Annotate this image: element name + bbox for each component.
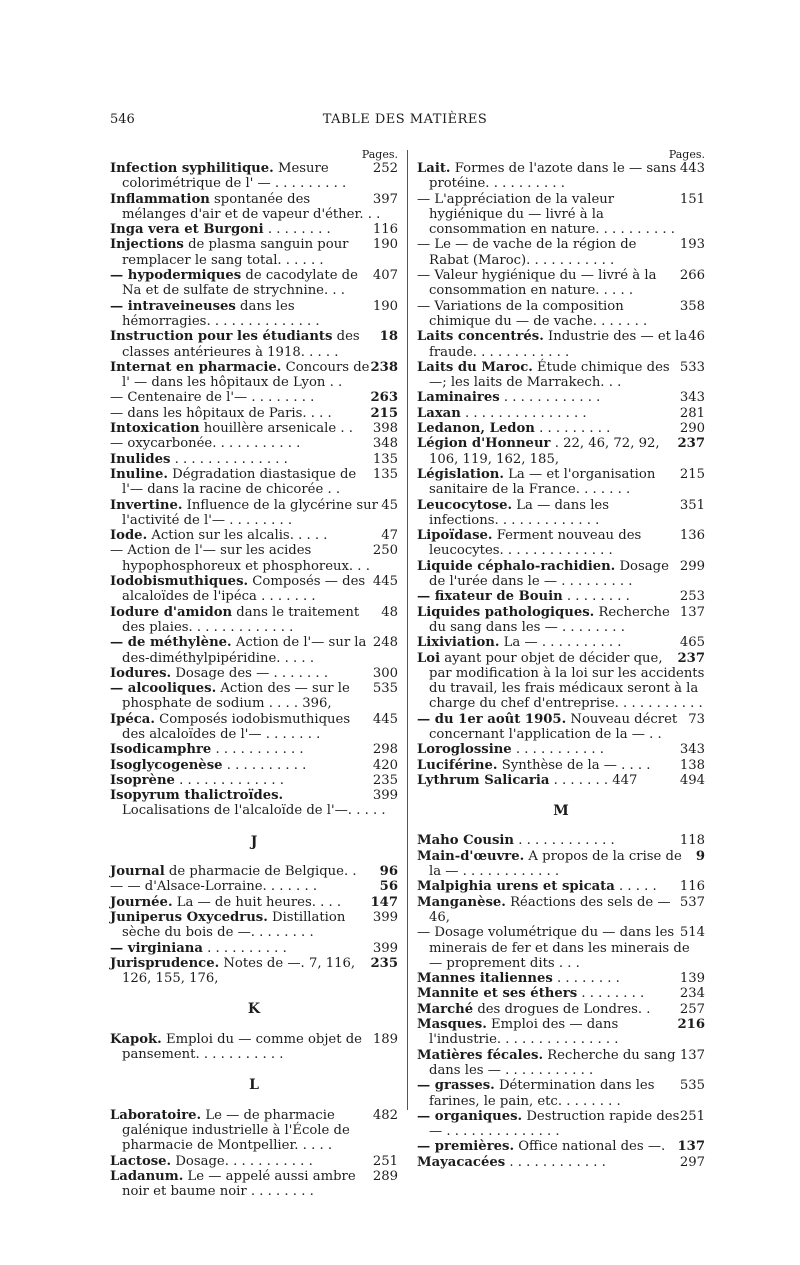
entry-text: Dosage des — . . . . . . . <box>175 665 329 681</box>
entry-text: Dosage. . . . . . . . . . . <box>175 1153 313 1169</box>
entry-pages: 252 <box>372 161 398 176</box>
entry-text: . . . . . <box>619 879 657 895</box>
entry-pages: 116 <box>679 879 705 895</box>
entry-pages: 237 <box>677 650 705 666</box>
index-entry <box>110 237 398 268</box>
entry-pages: 514 <box>679 925 705 941</box>
entry-pages: 281 <box>679 405 705 421</box>
entry-heading: — hypodermiques <box>110 268 242 284</box>
index-entry <box>110 712 398 743</box>
entry-text: Influence de la glycérine sur l'activité de l'— . . . . . . . . <box>122 497 378 528</box>
index-entry <box>110 773 398 788</box>
entry-text: Dosage de l'urée dans le — . . . . . . . . . <box>429 558 669 590</box>
entry-text: — Centenaire de l'— . . . . . . . . <box>110 390 315 406</box>
entry-pages: 96 <box>379 864 398 880</box>
entry-heading: Invertine. <box>110 497 183 513</box>
entry-heading: — alcooliques. <box>110 681 217 697</box>
index-entry <box>110 605 398 636</box>
index-entry <box>110 467 398 498</box>
entry-text: . 22, 46, 72, 92, 106, 119, 162, 185, <box>429 436 660 467</box>
index-entry <box>110 956 398 987</box>
entry-heading: Maho Cousin <box>417 833 515 849</box>
index-entry <box>110 788 398 819</box>
entry-pages: 46 <box>688 329 705 345</box>
entry-heading: Inulides <box>110 451 171 467</box>
index-entry <box>110 758 398 773</box>
entry-heading: Mannes italiennes <box>417 971 553 987</box>
index-entry <box>110 1032 398 1063</box>
index-entry <box>417 712 705 743</box>
entry-pages: 147 <box>370 894 398 910</box>
entry-pages: 343 <box>679 390 705 406</box>
index-entry <box>110 879 398 894</box>
entry-pages: 190 <box>372 298 398 314</box>
index-entry <box>110 543 398 574</box>
entry-heading: Laits du Maroc. <box>417 359 533 375</box>
entry-text: Composés — des alcaloïdes de l'ipéca . . . . . . . <box>122 574 366 605</box>
entry-pages: 73 <box>688 711 705 727</box>
entry-text: Recherche du sang dans les — . . . . . . . . . . . <box>429 1047 676 1078</box>
entry-heading: — premières. <box>417 1139 515 1155</box>
index-entry <box>417 1139 705 1154</box>
index-entry <box>417 360 705 391</box>
page-number: 546 <box>110 112 135 127</box>
entry-text: Synthèse de la — . . . . <box>501 757 651 773</box>
entry-pages: 494 <box>679 772 705 788</box>
entry-pages: 445 <box>372 711 398 727</box>
entry-text: — Le — de vache de la région de Rabat (Maroc). . . . . . . . . . . <box>417 237 637 268</box>
entry-text: . . . . . . . . <box>566 589 630 605</box>
entry-pages: 137 <box>677 1139 705 1155</box>
section-letter: K <box>247 1001 261 1018</box>
entry-pages: 399 <box>372 940 398 956</box>
entry-heading: — intraveineuses <box>110 298 236 314</box>
entry-text: Action de l'— sur la des-diméthylpipéridine. . . . . <box>122 635 367 666</box>
entry-heading: Masques. <box>417 1017 487 1033</box>
entry-text: . . . . . . . . <box>581 986 645 1002</box>
index-entry <box>110 299 398 330</box>
index-entry <box>417 268 705 299</box>
entry-pages: 537 <box>679 894 705 910</box>
entry-heading: Main-d'œuvre. <box>417 848 525 864</box>
entry-heading: Juniperus Oxycedrus. <box>110 909 268 925</box>
index-entry <box>110 268 398 299</box>
index-entry <box>417 1017 705 1048</box>
entry-heading: Iodures. <box>110 665 172 681</box>
index-entry <box>417 605 705 636</box>
entry-pages: 297 <box>679 1154 705 1170</box>
entry-text: Emploi du — comme objet de pansement. . . . . . . . . . . <box>122 1031 362 1063</box>
entry-heading: Infection syphilitique. <box>110 161 274 176</box>
entry-pages: 398 <box>372 421 398 437</box>
entry-text: Le — de pharmacie galénique industrielle à l'École de pharmacie de Montpellier. . . . . <box>122 1107 350 1154</box>
entry-pages: 420 <box>372 757 398 773</box>
index-entry <box>110 161 398 192</box>
entry-heading: Isoglycogenèse <box>110 757 223 773</box>
entry-text: . . . . . . . . . . . . . . <box>174 451 288 467</box>
index-entry <box>110 360 398 391</box>
entry-text: spontanée des mélanges d'air et de vapeur d'éther. . . <box>122 191 381 222</box>
index-entry <box>110 910 398 941</box>
index-entry <box>417 1048 705 1079</box>
entry-heading: Liquide céphalo-rachidien. <box>417 558 616 574</box>
entry-text: . . . . . . . . . . . <box>515 742 604 758</box>
entry-pages: 216 <box>677 1017 705 1033</box>
entry-heading: Inflammation <box>110 191 210 207</box>
entry-text: — Action de l'— sur les acides hypophosphoreux et phosphoreux. . . <box>110 543 370 574</box>
entry-pages: 343 <box>679 742 705 758</box>
entry-heading: Légion d'Honneur <box>417 436 551 452</box>
entry-pages: 48 <box>381 604 398 620</box>
entry-pages: 399 <box>372 788 398 804</box>
entry-pages: 535 <box>679 1078 705 1094</box>
entry-text: houillère arsenicale . . <box>203 421 353 437</box>
entry-pages: 289 <box>372 1168 398 1184</box>
index-entry <box>110 390 398 405</box>
entry-heading: Ladanum. <box>110 1168 184 1184</box>
entry-heading: Intoxication <box>110 421 200 437</box>
entry-pages: 235 <box>370 955 398 971</box>
index-entry <box>417 329 705 360</box>
entry-text: de cacodylate de Na et de sulfate de strychnine. . . <box>122 268 358 299</box>
entry-text: de pharmacie de Belgique. . <box>168 864 357 880</box>
entry-pages: 251 <box>372 1153 398 1169</box>
entry-heading: Lythrum Salicaria <box>417 772 550 788</box>
entry-heading: Lactose. <box>110 1153 172 1169</box>
entry-heading: Laits concentrés. <box>417 329 544 345</box>
index-entry <box>417 498 705 529</box>
entry-text: Action des — sur le phosphate de sodium . . . . 396, <box>122 681 350 712</box>
index-entry <box>110 452 398 467</box>
entry-pages: 237 <box>677 436 705 452</box>
entry-text: Nouveau décret concernant l'application de la — . . <box>429 711 678 742</box>
entry-heading: Ledanon, Ledon <box>417 421 535 437</box>
entry-text: Distillation sèche du bois de —. . . . . . . . <box>122 909 346 941</box>
entry-text: A propos de la crise de la — . . . . . . . . . . . . <box>429 848 682 880</box>
index-entry <box>110 635 398 666</box>
entry-text: dans les hémorragies. . . . . . . . . . . . . . <box>122 298 320 329</box>
entry-text: Recherche du sang dans les — . . . . . . . . <box>429 604 670 635</box>
entry-text: Destruction rapide des — . . . . . . . . . . . . . . <box>429 1108 680 1140</box>
entry-pages: 116 <box>372 222 398 238</box>
index-entry <box>110 406 398 421</box>
entry-text: Étude chimique des —; les laits de Marrakech. . . <box>429 359 670 391</box>
entry-heading: Mayacacées <box>417 1154 506 1170</box>
entry-text: Action sur les alcalis. . . . . <box>151 528 328 544</box>
entry-text: . . . . . . . . . . . . <box>518 833 615 849</box>
index-entry <box>417 833 705 848</box>
entry-heading: Iodure d'amidon <box>110 604 233 620</box>
entry-text: . . . . . . . . <box>267 222 331 238</box>
section-letter: M <box>553 803 569 820</box>
index-entry <box>110 681 398 712</box>
index-entry <box>417 1002 705 1017</box>
entry-heading: — organiques. <box>417 1108 523 1124</box>
entry-pages: 533 <box>679 359 705 375</box>
entry-pages: 56 <box>379 879 398 895</box>
section-letter: L <box>249 1077 259 1094</box>
index-entry <box>417 773 705 788</box>
entry-text: de plasma sanguin pour remplacer le sang total. . . . . . <box>122 237 349 268</box>
entry-pages: 193 <box>679 237 705 253</box>
entry-pages: 250 <box>372 543 398 559</box>
entry-heading: Iodobismuthiques. <box>110 574 249 590</box>
index-entry <box>110 329 398 360</box>
pages-label: Pages. <box>361 148 398 161</box>
entry-heading: Isodicamphre <box>110 742 212 758</box>
index-entry <box>417 192 705 238</box>
entry-heading: Laminaires <box>417 390 500 406</box>
entry-pages: 482 <box>372 1107 398 1123</box>
entry-heading: Iode. <box>110 528 148 544</box>
entry-pages: 251 <box>679 1108 705 1124</box>
index-entry <box>110 574 398 605</box>
index-entry <box>110 895 398 910</box>
index-column-left <box>110 147 398 1199</box>
entry-pages: 299 <box>679 558 705 574</box>
entry-pages: 45 <box>381 497 398 513</box>
index-entry <box>417 589 705 604</box>
entry-heading: Malpighia urens et spicata <box>417 879 615 895</box>
entry-heading: Lixiviation. <box>417 635 500 651</box>
entry-text: . . . . . . . . . . . . . . . <box>465 405 587 421</box>
entry-text: . . . . . . . . . . <box>207 940 287 956</box>
index-entry <box>417 1078 705 1109</box>
index-entry <box>417 299 705 330</box>
entry-heading: Loroglossine <box>417 742 512 758</box>
index-entry <box>417 986 705 1001</box>
index-entry <box>110 1154 398 1169</box>
entry-pages: 139 <box>679 971 705 987</box>
entry-text: Détermination dans les farines, le pain, etc. . . . . . . . <box>429 1078 655 1109</box>
entry-heading: Matières fécales. <box>417 1047 544 1063</box>
entry-text: . . . . . . . . . <box>539 421 611 437</box>
entry-heading: Laboratoire. <box>110 1107 202 1123</box>
entry-pages: 266 <box>679 268 705 284</box>
entry-text: — oxycarbonée. . . . . . . . . . . <box>110 436 301 452</box>
entry-pages: 235 <box>372 772 398 788</box>
entry-pages: 136 <box>679 528 705 544</box>
index-entry <box>110 742 398 757</box>
entry-pages: 248 <box>372 635 398 651</box>
entry-pages: 298 <box>372 742 398 758</box>
index-entry <box>417 971 705 986</box>
index-entry <box>110 941 398 956</box>
entry-pages: 135 <box>372 451 398 467</box>
entry-pages: 253 <box>679 589 705 605</box>
entry-pages: 407 <box>372 268 398 284</box>
entry-text: ayant pour objet de décider que, par modification à la loi sur les accidents du travail, les frais médicaux seront à la charge du chef d'entreprise. . . . . . . . . . . <box>429 650 705 712</box>
entry-text: des classes antérieures à 1918. . . . . <box>122 329 360 360</box>
index-entry <box>110 222 398 237</box>
index-entry <box>417 436 705 467</box>
entry-pages: 257 <box>679 1001 705 1017</box>
entry-text: Le — appelé aussi ambre noir et baume noir . . . . . . . . <box>122 1168 356 1200</box>
index-entry <box>417 467 705 498</box>
entry-text: . . . . . . . 447 <box>553 772 638 788</box>
entry-pages: 47 <box>381 528 398 544</box>
entry-pages: 189 <box>372 1031 398 1047</box>
entry-text: La — de huit heures. . . . <box>176 894 342 910</box>
entry-pages: 465 <box>679 635 705 651</box>
index-entry <box>417 390 705 405</box>
index-entry <box>110 192 398 223</box>
entry-text: La — et l'organisation sanitaire de la France. . . . . . . <box>429 466 656 498</box>
entry-text: — Dosage volumétrique du — dans les minerais de fer et dans les minerais de — proprement dits . . . <box>417 925 690 971</box>
entry-text: Réactions des sels de — 46, <box>429 894 671 925</box>
page-header <box>110 112 700 132</box>
entry-text: Mesure colorimétrique de l' — . . . . . . . . . <box>122 161 347 192</box>
index-entry <box>417 895 705 926</box>
entry-heading: Manganèse. <box>417 894 506 910</box>
entry-text: Ferment nouveau des leucocytes. . . . . . . . . . . . . . <box>429 528 642 559</box>
entry-text: La — . . . . . . . . . . <box>503 635 622 651</box>
entry-text: Notes de —. 7, 116, 126, 155, 176, <box>122 955 356 987</box>
index-entry <box>110 864 398 879</box>
index-entry <box>110 1108 398 1154</box>
index-entry <box>417 879 705 894</box>
entry-heading: Liquides pathologiques. <box>417 604 595 620</box>
entry-text: . . . . . . . . . . . . . <box>179 772 284 788</box>
entry-pages: 18 <box>379 329 398 345</box>
entry-heading: — grasses. <box>417 1078 495 1094</box>
entry-text: Emploi des — dans l'industrie. . . . . . . . . . . . . . . <box>429 1017 619 1048</box>
column-divider <box>407 150 408 1110</box>
entry-heading: Isopyrum thalictroïdes. <box>110 788 284 804</box>
entry-pages: 263 <box>370 390 398 406</box>
entry-pages: 135 <box>372 466 398 482</box>
entry-pages: 137 <box>679 604 705 620</box>
entry-pages: 215 <box>679 466 705 482</box>
entry-pages: 399 <box>372 909 398 925</box>
entry-pages: 397 <box>372 191 398 207</box>
entry-pages: 535 <box>372 681 398 697</box>
index-entry <box>417 925 705 971</box>
entry-text: Concours de l' — dans les hôpitaux de Lyon . . <box>122 359 370 391</box>
entry-heading: Injections <box>110 237 184 253</box>
entry-heading: Lait. <box>417 161 451 176</box>
entry-heading: Loi <box>417 650 441 666</box>
index-entry <box>110 1169 398 1200</box>
entry-heading: Leucocytose. <box>417 497 513 513</box>
entry-text: dans le traitement des plaies. . . . . . . . . . . . . <box>122 604 360 635</box>
entry-text: Dégradation diastasique de l'— dans la racine de chicorée . . <box>122 466 357 498</box>
entry-pages: 443 <box>679 161 705 176</box>
entry-heading: Ipéca. <box>110 711 155 727</box>
entry-text: Industrie des — et la fraude. . . . . . . . . . . . <box>429 329 688 360</box>
entry-text: — Valeur hygiénique du — livré à la consommation en nature. . . . . <box>417 268 657 299</box>
index-entry <box>417 742 705 757</box>
index-entry <box>110 498 398 529</box>
entry-text: des drogues de Londres. . <box>477 1001 651 1017</box>
entry-text: . . . . . . . . . . . <box>215 742 304 758</box>
index-entry <box>417 421 705 436</box>
entry-text: Office national des —. <box>518 1139 666 1155</box>
entry-heading: — du 1er août 1905. <box>417 711 567 727</box>
entry-heading: Instruction pour les étudiants <box>110 329 333 345</box>
index-entry <box>417 559 705 590</box>
entry-pages: 137 <box>679 1047 705 1063</box>
index-entry <box>417 406 705 421</box>
entry-pages: 151 <box>679 191 705 207</box>
index-entry <box>110 421 398 436</box>
entry-pages: 138 <box>679 757 705 773</box>
section-letter: J <box>250 833 258 850</box>
entry-text: La — dans les infections. . . . . . . . . . . . . <box>429 497 610 528</box>
entry-heading: Kapok. <box>110 1031 162 1047</box>
index-entry <box>417 1155 705 1170</box>
index-entry <box>417 237 705 268</box>
entry-heading: Marché <box>417 1001 474 1017</box>
entry-pages: 445 <box>372 574 398 590</box>
running-title: TABLE DES MATIÈRES <box>322 112 488 127</box>
index-entry <box>417 1109 705 1140</box>
pages-label: Pages. <box>668 148 705 161</box>
index-entry <box>110 528 398 543</box>
index-entry <box>417 849 705 880</box>
entry-text: Composés iodobismuthiques des alcaloïdes de l'— . . . . . . . <box>122 711 351 742</box>
entry-heading: Lipoïdase. <box>417 528 493 544</box>
index-entry <box>417 528 705 559</box>
index-column-right <box>417 147 705 1170</box>
entry-heading: Législation. <box>417 466 504 482</box>
entry-pages: 234 <box>679 986 705 1002</box>
entry-text: . . . . . . . . <box>556 971 620 987</box>
entry-pages: 238 <box>370 359 398 375</box>
entry-heading: — fixateur de Bouin <box>417 589 563 605</box>
entry-heading: — virginiana <box>110 940 203 956</box>
entry-text: . . . . . . . . . . <box>226 757 307 773</box>
entry-text: — Variations de la composition chimique du — de vache. . . . . . . <box>417 298 648 329</box>
entry-pages: 215 <box>370 405 398 421</box>
entry-pages: 9 <box>695 848 705 864</box>
index-entry <box>417 651 705 712</box>
entry-heading: Inga vera et Burgoni <box>110 222 264 238</box>
entry-heading: Internat en pharmacie. <box>110 359 282 375</box>
entry-text: . . . . . . . . . . . . <box>509 1154 606 1170</box>
entry-text: — — d'Alsace-Lorraine. . . . . . . <box>110 879 318 895</box>
entry-heading: Mannite et ses éthers <box>417 986 578 1002</box>
entry-pages: 358 <box>679 298 705 314</box>
entry-pages: 300 <box>372 665 398 681</box>
index-entry <box>417 758 705 773</box>
entry-pages: 190 <box>372 237 398 253</box>
entry-pages: 351 <box>679 497 705 513</box>
entry-heading: Inuline. <box>110 466 168 482</box>
index-entry <box>417 161 705 192</box>
index-entry <box>110 666 398 681</box>
entry-text: — dans les hôpitaux de Paris. . . . <box>110 405 332 421</box>
entry-heading: Journal <box>110 864 165 880</box>
entry-heading: — de méthylène. <box>110 635 232 651</box>
entry-text: . . . . . . . . . . . . <box>503 390 601 406</box>
entry-heading: Laxan <box>417 405 461 421</box>
entry-text: — L'appréciation de la valeur hygiénique du — livré à la consommation en nature. . . . . . . . . . <box>417 191 675 238</box>
entry-heading: Isoprène <box>110 772 175 788</box>
entry-pages: 348 <box>372 436 398 452</box>
entry-heading: Jurisprudence. <box>110 955 220 971</box>
entry-pages: 290 <box>679 421 705 437</box>
index-entry <box>417 635 705 650</box>
entry-text: Localisations de l'alcaloïde de l'—. . . . . <box>122 803 386 819</box>
index-entry <box>110 436 398 451</box>
entry-heading: Luciférine. <box>417 757 498 773</box>
entry-pages: 118 <box>679 833 705 849</box>
entry-heading: Journée. <box>110 894 173 910</box>
entry-text: Formes de l'azote dans le — sans protéine. . . . . . . . . . <box>429 161 677 192</box>
